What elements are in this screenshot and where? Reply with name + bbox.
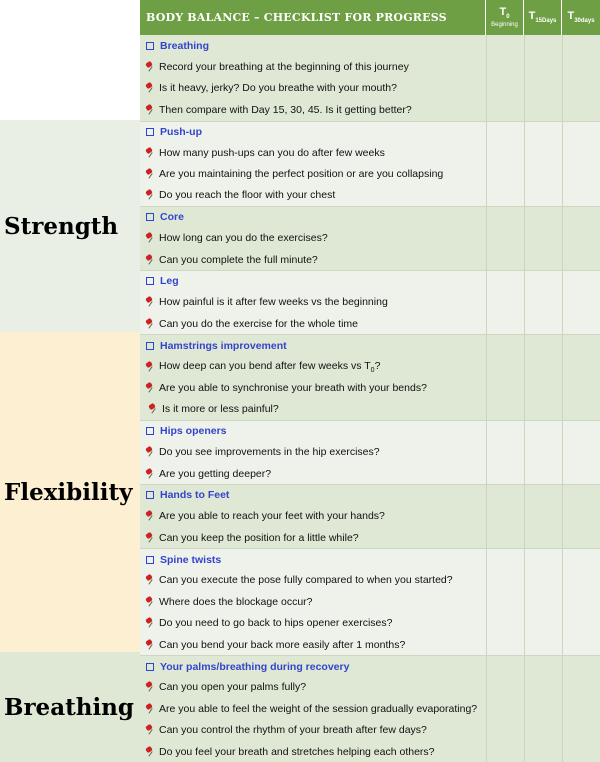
- check-cell-t15[interactable]: [524, 78, 562, 99]
- check-cell-t15[interactable]: [524, 399, 562, 420]
- check-cell-t30[interactable]: [562, 356, 600, 377]
- check-cell-t30[interactable]: [562, 741, 600, 762]
- check-cell-t0[interactable]: [486, 99, 524, 120]
- check-cell-t15[interactable]: [524, 527, 562, 548]
- item-text: Are you able to synchronise your breath with your bends?: [159, 381, 427, 394]
- list-item: [140, 185, 600, 206]
- pushpin-icon: [145, 169, 155, 179]
- check-cell-t15[interactable]: [524, 163, 562, 184]
- checkbox-icon: [146, 663, 154, 671]
- strength-band: [0, 120, 140, 332]
- list-item: [140, 249, 600, 270]
- column-t30-sub: 30days: [574, 18, 595, 25]
- section-title: Your palms/breathing during recovery: [160, 660, 350, 673]
- pushpin-icon: [145, 725, 155, 735]
- pushpin-icon: [145, 255, 155, 265]
- pushpin-icon: [145, 469, 155, 479]
- check-cell-t15[interactable]: [524, 741, 562, 762]
- column-t15: [524, 0, 562, 35]
- category-strength: Strength: [4, 212, 119, 240]
- check-cell-t15[interactable]: [524, 463, 562, 484]
- check-cell-t30[interactable]: [562, 292, 600, 313]
- item-text: How long can you do the exercises?: [159, 232, 328, 245]
- check-cell-t30[interactable]: [562, 270, 600, 291]
- flexibility-band: [0, 332, 140, 652]
- section-heading-hands-to-feet: [140, 484, 600, 505]
- check-cell-t0[interactable]: [486, 741, 524, 762]
- check-cell-t30[interactable]: [562, 313, 600, 334]
- pushpin-icon: [145, 319, 155, 329]
- pushpin-icon: [145, 362, 155, 372]
- check-cell-t15[interactable]: [524, 570, 562, 591]
- check-cell-t15[interactable]: [524, 377, 562, 398]
- check-cell-t0[interactable]: [486, 591, 524, 612]
- check-cell-t30[interactable]: [562, 463, 600, 484]
- pushpin-icon: [145, 190, 155, 200]
- check-cell-t0[interactable]: [486, 78, 524, 99]
- check-cell-t0[interactable]: [486, 527, 524, 548]
- column-t30-label: T: [567, 9, 575, 22]
- list-item: [140, 570, 600, 591]
- item-text: Is it more or less painful?: [162, 403, 279, 416]
- pushpin-icon: [145, 105, 155, 115]
- check-cell-t15[interactable]: [524, 548, 562, 569]
- check-cell-t0[interactable]: [486, 163, 524, 184]
- check-cell-t15[interactable]: [524, 591, 562, 612]
- list-item: [140, 399, 600, 420]
- column-t0-caption: Beginning: [491, 22, 518, 29]
- check-cell-t15[interactable]: [524, 356, 562, 377]
- check-cell-t30[interactable]: [562, 377, 600, 398]
- check-cell-t30[interactable]: [562, 677, 600, 698]
- check-cell-t30[interactable]: [562, 99, 600, 120]
- check-cell-t0[interactable]: [486, 720, 524, 741]
- check-cell-t30[interactable]: [562, 399, 600, 420]
- section-title: Hamstrings improvement: [160, 339, 287, 352]
- check-cell-t0[interactable]: [486, 334, 524, 355]
- check-cell-t15[interactable]: [524, 655, 562, 676]
- check-cell-t0[interactable]: [486, 249, 524, 270]
- check-cell-t30[interactable]: [562, 420, 600, 441]
- check-cell-t15[interactable]: [524, 270, 562, 291]
- pushpin-icon: [145, 233, 155, 243]
- item-text: Can you bend your back more easily after 1 months?: [159, 638, 406, 651]
- pushpin-icon: [145, 618, 155, 628]
- list-item: [140, 441, 600, 462]
- check-cell-t15[interactable]: [524, 506, 562, 527]
- pushpin-icon: [145, 83, 155, 93]
- check-cell-t15[interactable]: [524, 292, 562, 313]
- section-heading-pushup: [140, 121, 600, 142]
- item-text: Then compare with Day 15, 30, 45. Is it getting better?: [159, 103, 412, 116]
- list-item: [140, 56, 600, 77]
- check-cell-t0[interactable]: [486, 484, 524, 505]
- check-cell-t15[interactable]: [524, 185, 562, 206]
- pushpin-icon: [145, 747, 155, 757]
- item-text: [159, 360, 380, 374]
- check-cell-t15[interactable]: [524, 206, 562, 227]
- check-cell-t0[interactable]: [486, 399, 524, 420]
- list-item: [140, 377, 600, 398]
- checkbox-icon: [146, 342, 154, 350]
- list-item: [140, 99, 600, 120]
- column-t30: [562, 0, 600, 35]
- pushpin-icon: [145, 62, 155, 72]
- table-header: [140, 0, 600, 35]
- check-cell-t30[interactable]: [562, 228, 600, 249]
- item-text-sub: 0: [370, 366, 375, 374]
- check-cell-t30[interactable]: [562, 484, 600, 505]
- check-cell-t0[interactable]: [486, 506, 524, 527]
- item-text: Are you maintaining the perfect position or are you collapsing: [159, 168, 444, 181]
- pushpin-icon: [145, 704, 155, 714]
- check-cell-t15[interactable]: [524, 720, 562, 741]
- section-heading-leg: [140, 270, 600, 291]
- check-cell-t30[interactable]: [562, 334, 600, 355]
- check-cell-t30[interactable]: [562, 35, 600, 56]
- column-t15-label: T: [528, 9, 536, 22]
- pushpin-icon: [145, 511, 155, 521]
- checkbox-icon: [146, 556, 154, 564]
- item-text: Can you keep the position for a little while?: [159, 531, 359, 544]
- list-item: [140, 677, 600, 698]
- list-item: [140, 78, 600, 99]
- column-t0-label: T: [499, 5, 507, 18]
- check-cell-t0[interactable]: [486, 698, 524, 719]
- pushpin-icon: [145, 575, 155, 585]
- check-cell-t30[interactable]: [562, 634, 600, 655]
- item-text: How painful is it after few weeks vs the beginning: [159, 296, 388, 309]
- check-cell-t0[interactable]: [486, 35, 524, 56]
- item-text: Do you reach the floor with your chest: [159, 189, 336, 202]
- check-cell-t15[interactable]: [524, 484, 562, 505]
- checkbox-icon: [146, 42, 154, 50]
- breathing-band: [0, 652, 140, 762]
- check-cell-t0[interactable]: [486, 441, 524, 462]
- section-title: Leg: [160, 275, 179, 288]
- list-item: [140, 356, 600, 377]
- check-cell-t0[interactable]: [486, 292, 524, 313]
- column-t0: [486, 0, 524, 35]
- list-item: [140, 506, 600, 527]
- check-cell-t0[interactable]: [486, 228, 524, 249]
- list-item: [140, 163, 600, 184]
- check-cell-t30[interactable]: [562, 249, 600, 270]
- section-heading-hips: [140, 420, 600, 441]
- list-item: [140, 634, 600, 655]
- check-cell-t30[interactable]: [562, 613, 600, 634]
- check-cell-t15[interactable]: [524, 613, 562, 634]
- check-cell-t0[interactable]: [486, 206, 524, 227]
- check-cell-t0[interactable]: [486, 313, 524, 334]
- item-text: Are you getting deeper?: [159, 467, 272, 480]
- check-cell-t30[interactable]: [562, 441, 600, 462]
- check-cell-t15[interactable]: [524, 35, 562, 56]
- list-item: [140, 613, 600, 634]
- check-cell-t30[interactable]: [562, 570, 600, 591]
- item-text: Can you execute the pose fully compared to when you started?: [159, 574, 453, 587]
- check-cell-t30[interactable]: [562, 163, 600, 184]
- check-cell-t15[interactable]: [524, 313, 562, 334]
- section-title: Spine twists: [160, 553, 222, 566]
- check-cell-t30[interactable]: [562, 698, 600, 719]
- pushpin-icon: [148, 404, 158, 414]
- section-heading-core: [140, 206, 600, 227]
- check-cell-t30[interactable]: [562, 56, 600, 77]
- section-heading-hamstrings: [140, 334, 600, 355]
- checkbox-icon: [146, 491, 154, 499]
- list-item: [140, 463, 600, 484]
- check-cell-t30[interactable]: [562, 142, 600, 163]
- section-title: Push-up: [160, 125, 202, 138]
- check-cell-t0[interactable]: [486, 655, 524, 676]
- item-text: Can you do the exercise for the whole time: [159, 317, 359, 330]
- check-cell-t0[interactable]: [486, 56, 524, 77]
- check-cell-t15[interactable]: [524, 142, 562, 163]
- check-cell-t0[interactable]: [486, 356, 524, 377]
- check-cell-t0[interactable]: [486, 142, 524, 163]
- category-breathing: Breathing: [4, 693, 134, 721]
- column-t0-sub: 0: [506, 14, 510, 21]
- pushpin-icon: [145, 597, 155, 607]
- section-heading-spine-twists: [140, 548, 600, 569]
- check-cell-t30[interactable]: [562, 185, 600, 206]
- check-cell-t0[interactable]: [486, 420, 524, 441]
- section-heading-breathing: [140, 35, 600, 56]
- item-text: Is it heavy, jerky? Do you breathe with your mouth?: [159, 82, 397, 95]
- item-text: Are you able to reach your feet with your hands?: [159, 510, 385, 523]
- item-text: Can you open your palms fully?: [159, 681, 307, 694]
- check-cell-t15[interactable]: [524, 99, 562, 120]
- checkbox-icon: [146, 213, 154, 221]
- pushpin-icon: [145, 383, 155, 393]
- check-cell-t30[interactable]: [562, 78, 600, 99]
- check-cell-t30[interactable]: [562, 506, 600, 527]
- check-cell-t15[interactable]: [524, 56, 562, 77]
- item-text-post: ?: [374, 359, 381, 372]
- section-title: Hips openers: [160, 425, 227, 438]
- checklist-rows: [140, 35, 600, 762]
- item-text: Record your breathing at the beginning of this journey: [159, 61, 409, 74]
- check-cell-t15[interactable]: [524, 334, 562, 355]
- check-cell-t30[interactable]: [562, 548, 600, 569]
- pushpin-icon: [145, 533, 155, 543]
- check-cell-t30[interactable]: [562, 720, 600, 741]
- item-text: Can you complete the full minute?: [159, 253, 318, 266]
- checkbox-icon: [146, 277, 154, 285]
- item-text: Do you see improvements in the hip exercises?: [159, 446, 380, 459]
- list-item: [140, 741, 600, 762]
- check-cell-t30[interactable]: [562, 655, 600, 676]
- check-cell-t15[interactable]: [524, 420, 562, 441]
- item-text: Can you control the rhythm of your breath after few days?: [159, 724, 427, 737]
- checklist-title: BODY BALANCE – CHECKLIST FOR PROGRESS: [140, 0, 486, 35]
- pushpin-icon: [145, 297, 155, 307]
- check-cell-t30[interactable]: [562, 591, 600, 612]
- check-cell-t0[interactable]: [486, 270, 524, 291]
- list-item: [140, 591, 600, 612]
- item-text: Do you feel your breath and stretches helping each others?: [159, 745, 435, 758]
- check-cell-t15[interactable]: [524, 249, 562, 270]
- section-title: Core: [160, 211, 184, 224]
- check-cell-t30[interactable]: [562, 206, 600, 227]
- checkbox-icon: [146, 128, 154, 136]
- check-cell-t15[interactable]: [524, 441, 562, 462]
- check-cell-t15[interactable]: [524, 677, 562, 698]
- item-text-pre: How deep can you bend after few weeks vs T: [159, 359, 371, 372]
- list-item: [140, 527, 600, 548]
- check-cell-t15[interactable]: [524, 698, 562, 719]
- check-cell-t0[interactable]: [486, 121, 524, 142]
- pushpin-icon: [145, 682, 155, 692]
- check-cell-t0[interactable]: [486, 185, 524, 206]
- check-cell-t15[interactable]: [524, 228, 562, 249]
- list-item: [140, 313, 600, 334]
- check-cell-t15[interactable]: [524, 121, 562, 142]
- list-item: [140, 228, 600, 249]
- check-cell-t0[interactable]: [486, 570, 524, 591]
- section-title: Hands to Feet: [160, 489, 230, 502]
- check-cell-t0[interactable]: [486, 463, 524, 484]
- check-cell-t30[interactable]: [562, 527, 600, 548]
- item-text: How many push-ups can you do after few weeks: [159, 146, 385, 159]
- pushpin-icon: [145, 640, 155, 650]
- check-cell-t0[interactable]: [486, 377, 524, 398]
- list-item: [140, 292, 600, 313]
- checkbox-icon: [146, 427, 154, 435]
- check-cell-t30[interactable]: [562, 121, 600, 142]
- item-text: Where does the blockage occur?: [159, 595, 313, 608]
- item-text: Do you need to go back to hips opener exercises?: [159, 617, 393, 630]
- check-cell-t0[interactable]: [486, 677, 524, 698]
- list-item: [140, 698, 600, 719]
- list-item: [140, 142, 600, 163]
- pushpin-icon: [145, 148, 155, 158]
- category-flexibility: Flexibility: [4, 478, 133, 506]
- section-title: Breathing: [160, 39, 210, 52]
- section-heading-palms: [140, 655, 600, 676]
- list-item: [140, 720, 600, 741]
- check-cell-t15[interactable]: [524, 634, 562, 655]
- pushpin-icon: [145, 447, 155, 457]
- column-t15-sub: 15Days: [535, 18, 557, 25]
- check-cell-t0[interactable]: [486, 613, 524, 634]
- check-cell-t0[interactable]: [486, 634, 524, 655]
- check-cell-t0[interactable]: [486, 548, 524, 569]
- item-text: Are you able to feel the weight of the session gradually evaporating?: [159, 702, 478, 715]
